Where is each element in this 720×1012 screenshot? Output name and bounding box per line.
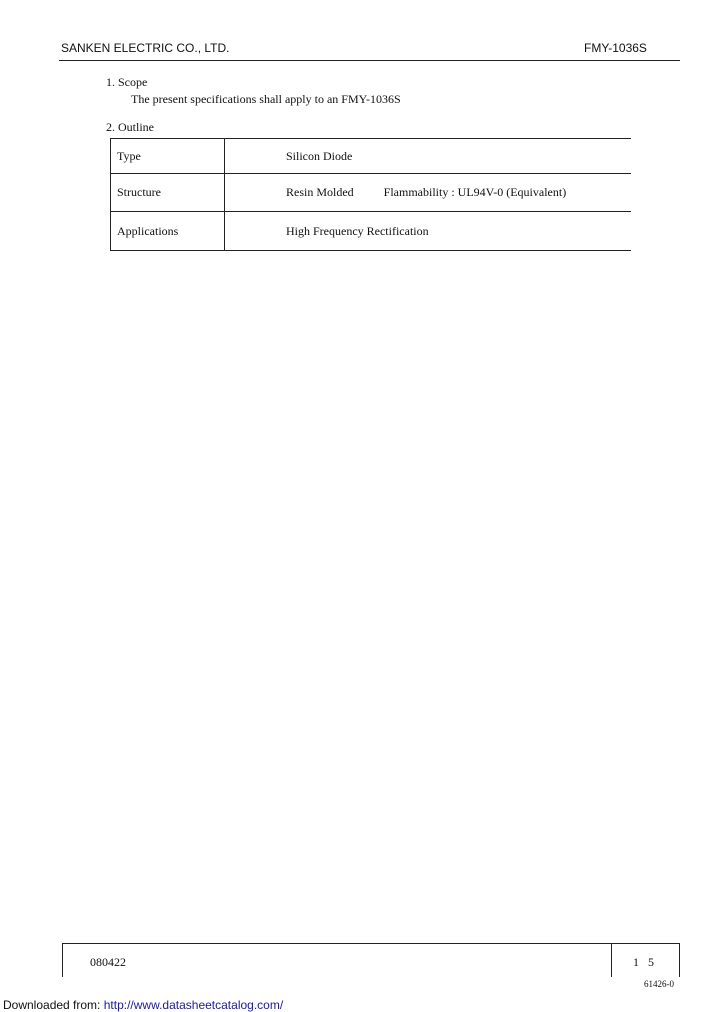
row-label-type: Type: [111, 139, 225, 174]
table-row: [111, 174, 632, 212]
footer-doc-code: 61426-0: [644, 979, 674, 989]
outline-table: [110, 138, 631, 251]
footer-divider: [611, 943, 612, 977]
row-label-applications: Applications: [111, 212, 225, 251]
download-prefix: Downloaded from:: [3, 998, 101, 1012]
row-value-applications: High Frequency Rectification: [225, 212, 632, 251]
company-name: SANKEN ELECTRIC CO., LTD.: [61, 41, 230, 55]
row-value-type: Silicon Diode: [225, 139, 632, 174]
table-row: [111, 212, 632, 251]
part-number: FMY-1036S: [584, 41, 647, 55]
flammability-text: Flammability : UL94V-0 (Equivalent): [383, 185, 567, 199]
structure-value: Resin Molded: [286, 185, 354, 199]
row-label-structure: Structure: [111, 174, 225, 212]
row-value-structure: [225, 174, 632, 212]
footer-box: [62, 943, 680, 977]
header-divider: [59, 60, 680, 61]
footer-date-code: 080422: [90, 955, 126, 969]
table-row: [111, 139, 632, 174]
download-note: [3, 998, 283, 1012]
outline-heading: 2. Outline: [106, 120, 154, 134]
download-link[interactable]: http://www.datasheetcatalog.com/: [103, 998, 284, 1012]
scope-heading: 1. Scope: [106, 75, 148, 89]
footer-page-number: 1 5: [633, 955, 654, 969]
scope-text: The present specifications shall apply to an FMY-1036S: [131, 92, 401, 106]
